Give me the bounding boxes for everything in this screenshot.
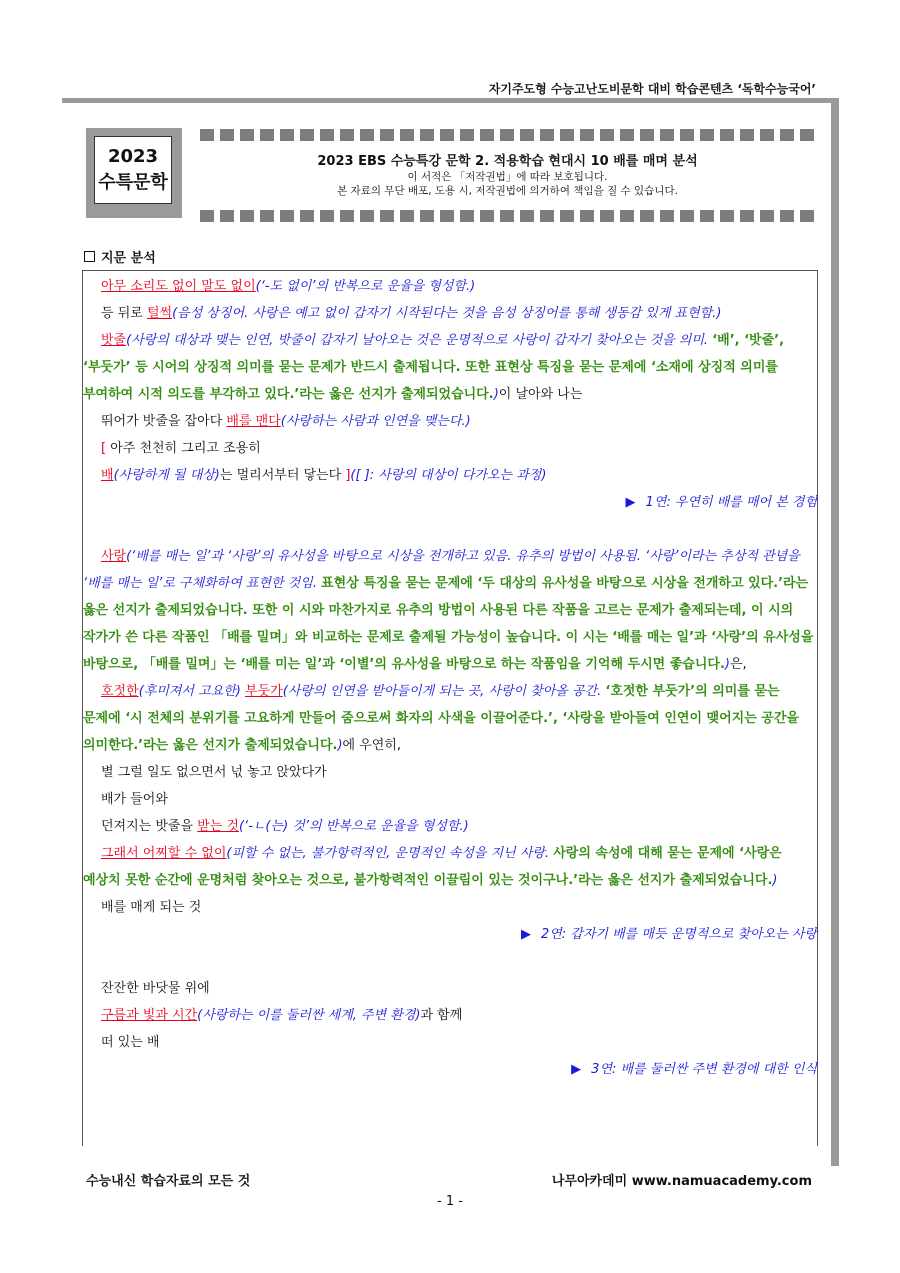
page-number: - 1 - — [437, 1194, 463, 1209]
verse-text: 는 멀리서부터 닿는다 — [219, 468, 346, 483]
verse-text: 에 우연히, — [342, 738, 402, 753]
year-label: 2023 — [107, 146, 159, 167]
stanza-summary — [83, 489, 817, 516]
document-title: 2023 EBS 수능특강 문학 2. 적용학습 현대시 10 배를 매며 분석 — [317, 154, 698, 169]
annotation: (사랑하는 이를 둘러싼 세계, 주변 환경) — [197, 1008, 421, 1023]
poem-line — [83, 462, 817, 489]
triangle-icon: ▶ — [520, 927, 531, 942]
section-heading-text: 지문 분석 — [101, 251, 156, 266]
verse-text: 은, — [729, 657, 747, 672]
annotation: ([ ]: 사랑의 대상이 다가오는 과정) — [350, 468, 547, 483]
verse-text: 뛰어가 밧줄을 잡아다 — [101, 414, 227, 429]
poem-line: 잔잔한 바닷물 위에 — [101, 981, 210, 996]
keyword: 밧줄 — [101, 333, 127, 348]
keyword: 아무 소리도 없이 말도 없이 — [101, 279, 256, 294]
annotation-close: ) — [493, 387, 499, 402]
page-side-bar — [831, 98, 839, 1166]
exam-tip: 표현상 특징을 묻는 문제에 ‘두 대상의 유사성을 바탕으로 시상을 전개하고 있다.’라는 옳은 선지가 출제되었습니다. 또한 이 시와 마찬가지로 유추의 방법이 사용된 다른 작품을 고르는 문제가 출제되는데, 이 시의 작가가 쓴 다른 작품인 「배를 밀며」와 비교하는 문제로 출제될 가능성이 높습니다. 이 시는 ‘배를 매는 일’과 ‘사랑’의 유사성을 바탕으로, 「배를 밀며」는 ‘배를 미는 일’과 ‘이별’의 유사성을 바탕으로 하는 작품임을 기억해 두시면 좋습니다. — [83, 576, 814, 672]
verse-text: 등 뒤로 — [101, 306, 147, 321]
poem-line — [83, 273, 817, 300]
footer-brand: 나무아카데미 www.namuacademy.com — [551, 1174, 812, 1189]
annotation-close: ) — [337, 738, 343, 753]
verse-text: 이 날아와 나는 — [498, 387, 583, 402]
spacer — [83, 948, 817, 975]
section-heading — [84, 247, 156, 266]
decor-blocks-top — [200, 129, 815, 141]
copyright-notice — [200, 170, 815, 198]
footer-tagline: 수능내신 학습자료의 모든 것 — [86, 1174, 251, 1189]
poem-line: 배가 들어와 — [101, 792, 168, 807]
annotation: (‘-도 없이’의 반복으로 운율을 형성함.) — [255, 279, 476, 294]
annotation: (사랑하는 사람과 인연을 맺는다.) — [280, 414, 471, 429]
annotation-text: (‘배를 매는 일’과 ‘사랑’의 유사성을 바탕으로 시상을 전개하고 있음. 유추의 방법이 사용됨. ‘사랑’이라는 추상적 관념을 ‘배를 매는 일’로 구체화하여 표현한 것임. — [83, 549, 800, 591]
header-series-title: 자기주도형 수능고난도비문학 대비 학습콘텐츠 ‘독학수능국어’ — [488, 82, 816, 96]
verse-text: 과 함께 — [420, 1008, 463, 1023]
keyword: 구름과 빛과 시간 — [101, 1008, 198, 1023]
keyword: 그래서 어찌할 수 없이 — [101, 846, 227, 861]
bracket-close: ] — [345, 468, 351, 483]
poem-line — [83, 543, 817, 678]
keyword: 사랑 — [101, 549, 127, 564]
poem-line — [83, 678, 817, 759]
year-badge-inner — [94, 136, 172, 204]
header-rule — [62, 98, 836, 103]
verse-text: 아주 천천히 그리고 조용히 — [106, 441, 261, 456]
summary-text: 3연: 배를 둘러싼 주변 환경에 대한 인식 — [591, 1062, 817, 1077]
annotation — [83, 549, 813, 672]
poem-line — [83, 300, 817, 327]
annotation: (‘-ㄴ(는) 것’의 반복으로 운율을 형성함.) — [238, 819, 469, 834]
square-icon — [84, 251, 95, 262]
copyright-line-1: 이 서적은 「저작권법」에 따라 보호됩니다. — [407, 171, 608, 183]
copyright-line-2: 본 자료의 무단 배포, 도용 시, 저작권법에 의거하여 책임을 질 수 있습니다. — [337, 185, 678, 197]
keyword: 호젓한 — [101, 684, 139, 699]
verse-text: 던져지는 밧줄을 — [101, 819, 198, 834]
poem-line: 떠 있는 배 — [101, 1035, 160, 1050]
annotation-text: (피할 수 없는, 불가항력적인, 운명적인 속성을 지닌 사랑. — [226, 846, 554, 861]
annotation: (후미져서 고요한) — [138, 684, 241, 699]
keyword: 받는 것 — [197, 819, 239, 834]
poem-line — [83, 840, 817, 894]
annotation-text: (사랑의 인연을 받아들이게 되는 곳, 사랑이 찾아올 공간. — [282, 684, 606, 699]
triangle-icon: ▶ — [571, 1062, 582, 1077]
book-label: 수특문학 — [98, 172, 168, 193]
year-badge — [86, 128, 182, 218]
bracket-open: [ — [101, 441, 107, 456]
summary-text: 1연: 우연히 배를 매어 본 경험 — [645, 495, 817, 510]
exam-tip: 사랑의 속성에 대해 묻는 문제에 ‘사랑은 예상치 못한 순간에 운명처럼 찾아오는 것으로, 불가항력적인 이끌림이 있는 것이구나.’라는 옳은 선지가 출제되었습니다. — [83, 846, 782, 888]
summary-text: 2연: 갑자기 배를 매듯 운명적으로 찾아오는 사랑 — [540, 927, 817, 942]
poem-line — [83, 327, 817, 408]
keyword: 부둣가 — [245, 684, 283, 699]
annotation: (음성 상징어. 사랑은 예고 없이 갑자기 시작된다는 것을 음성 상징어를 통해 생동감 있게 표현함.) — [172, 306, 722, 321]
poem-line — [83, 1002, 817, 1029]
annotation — [83, 333, 784, 402]
poem-analysis — [83, 273, 817, 1083]
poem-line: 별 그럴 일도 없으면서 넋 놓고 앉았다가 — [101, 765, 327, 780]
poem-line: 배를 매게 되는 것 — [101, 900, 202, 915]
exam-tip: ‘배’, ‘밧줄’, ‘부둣가’ 등 시어의 상징적 의미를 묻는 문제가 반드시 출제됩니다. 또한 표현상 특징을 묻는 문제에 ‘소재에 상징적 의미를 부여하여 시적 의도를 부각하고 있다.’라는 옳은 선지가 출제되었습니다. — [83, 333, 785, 402]
spacer — [83, 516, 817, 543]
annotation-close: ) — [772, 873, 778, 888]
decor-blocks-bottom — [200, 210, 815, 222]
poem-line — [83, 408, 817, 435]
keyword: 배 — [101, 468, 114, 483]
exam-tip: ‘호젓한 부둣가’의 의미를 묻는 문제에 ‘시 전체의 분위기를 고요하게 만들어 줌으로써 화자의 사색을 이끌어준다.’, ‘사랑을 받아들여 인연이 맺어지는 공간을 의미한다.’라는 옳은 선지가 출제되었습니다. — [83, 684, 799, 753]
keyword: 배를 맨다 — [226, 414, 281, 429]
poem-line — [83, 813, 817, 840]
analysis-box — [82, 270, 818, 1146]
annotation-close: ) — [724, 657, 730, 672]
triangle-icon: ▶ — [625, 495, 636, 510]
annotation-text: (사랑의 대상과 맺는 인연, 밧줄이 갑자기 날아오는 것은 운명적으로 사랑이 갑자기 찾아오는 것을 의미. — [126, 333, 713, 348]
keyword: 털썩 — [146, 306, 173, 321]
stanza-summary — [83, 921, 817, 948]
annotation: (사랑하게 될 대상) — [113, 468, 220, 483]
poem-line — [83, 435, 817, 462]
stanza-summary — [83, 1056, 817, 1083]
